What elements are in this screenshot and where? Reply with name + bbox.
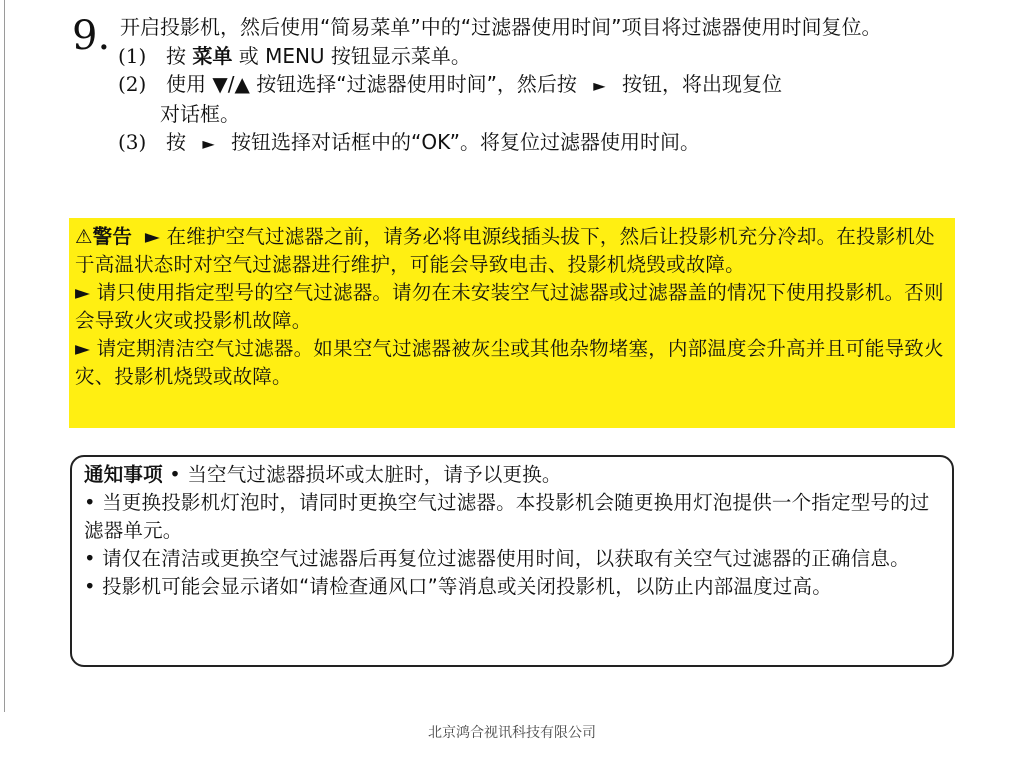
notice-paragraph: 通知事项 • 当空气过滤器损坏或太脏时，请予以更换。 xyxy=(84,463,562,486)
warning-paragraph: ► 请只使用指定型号的空气过滤器。请勿在未安装空气过滤器或过滤器盖的情况下使用投影机。否则会导致火灾或投影机故障。 xyxy=(75,281,944,332)
notice-paragraph: • 请仅在清洁或更换空气过滤器后再复位过滤器使用时间，以获取有关空气过滤器的正确信息。 xyxy=(84,547,910,570)
warning-paragraph: ⚠警告 ► 在维护空气过滤器之前，请务必将电源线插头拔下，然后让投影机充分冷却。在投影机处于高温状态时对空气过滤器进行维护，可能会导致电击、投影机烧毁或故障。 xyxy=(75,225,935,276)
substep-1: (1) 按 菜单 或 MENU 按钮显示菜单。 xyxy=(118,44,471,68)
warning-box xyxy=(69,218,955,428)
substep-number: (2) xyxy=(118,72,147,96)
warning-title: ⚠警告 xyxy=(75,225,133,248)
notice-paragraph: • 当更换投影机灯泡时，请同时更换空气过滤器。本投影机会随更换用灯泡提供一个指定型号的过滤器单元。 xyxy=(84,491,930,542)
substep-3: (3) 按 ► 按钮选择对话框中的“OK”。将复位过滤器使用时间。 xyxy=(118,130,700,154)
step-instruction: 开启投影机，然后使用“简易菜单”中的“过滤器使用时间”项目将过滤器使用时间复位。 xyxy=(120,15,882,39)
menu-key-label: MENU xyxy=(265,44,325,68)
notice-box xyxy=(70,455,954,667)
substep-2: (2) 使用 ▼/▲ 按钮选择“过滤器使用时间”，然后按 ► 按钮，将出现复位 对话框。 xyxy=(118,72,782,126)
substep-number: (3) xyxy=(118,130,147,154)
menu-label: 菜单 xyxy=(192,44,233,68)
right-arrow-icon: ► xyxy=(593,76,606,95)
footer-company: 北京鸿合视讯科技有限公司 xyxy=(428,725,596,741)
substep-number: (1) xyxy=(118,44,147,68)
left-margin-rule xyxy=(4,0,5,712)
warning-paragraph: ► 请定期清洁空气过滤器。如果空气过滤器被灰尘或其他杂物堵塞，内部温度会升高并且可能导致火灾、投影机烧毁或故障。 xyxy=(75,337,944,388)
step-9 xyxy=(72,14,972,158)
notice-title: 通知事项 xyxy=(84,463,163,486)
right-arrow-icon: ► xyxy=(202,134,215,153)
step-number: 9. xyxy=(72,13,111,59)
notice-paragraph: • 投影机可能会显示诸如“请检查通风口”等消息或关闭投影机，以防止内部温度过高。 xyxy=(84,575,832,598)
